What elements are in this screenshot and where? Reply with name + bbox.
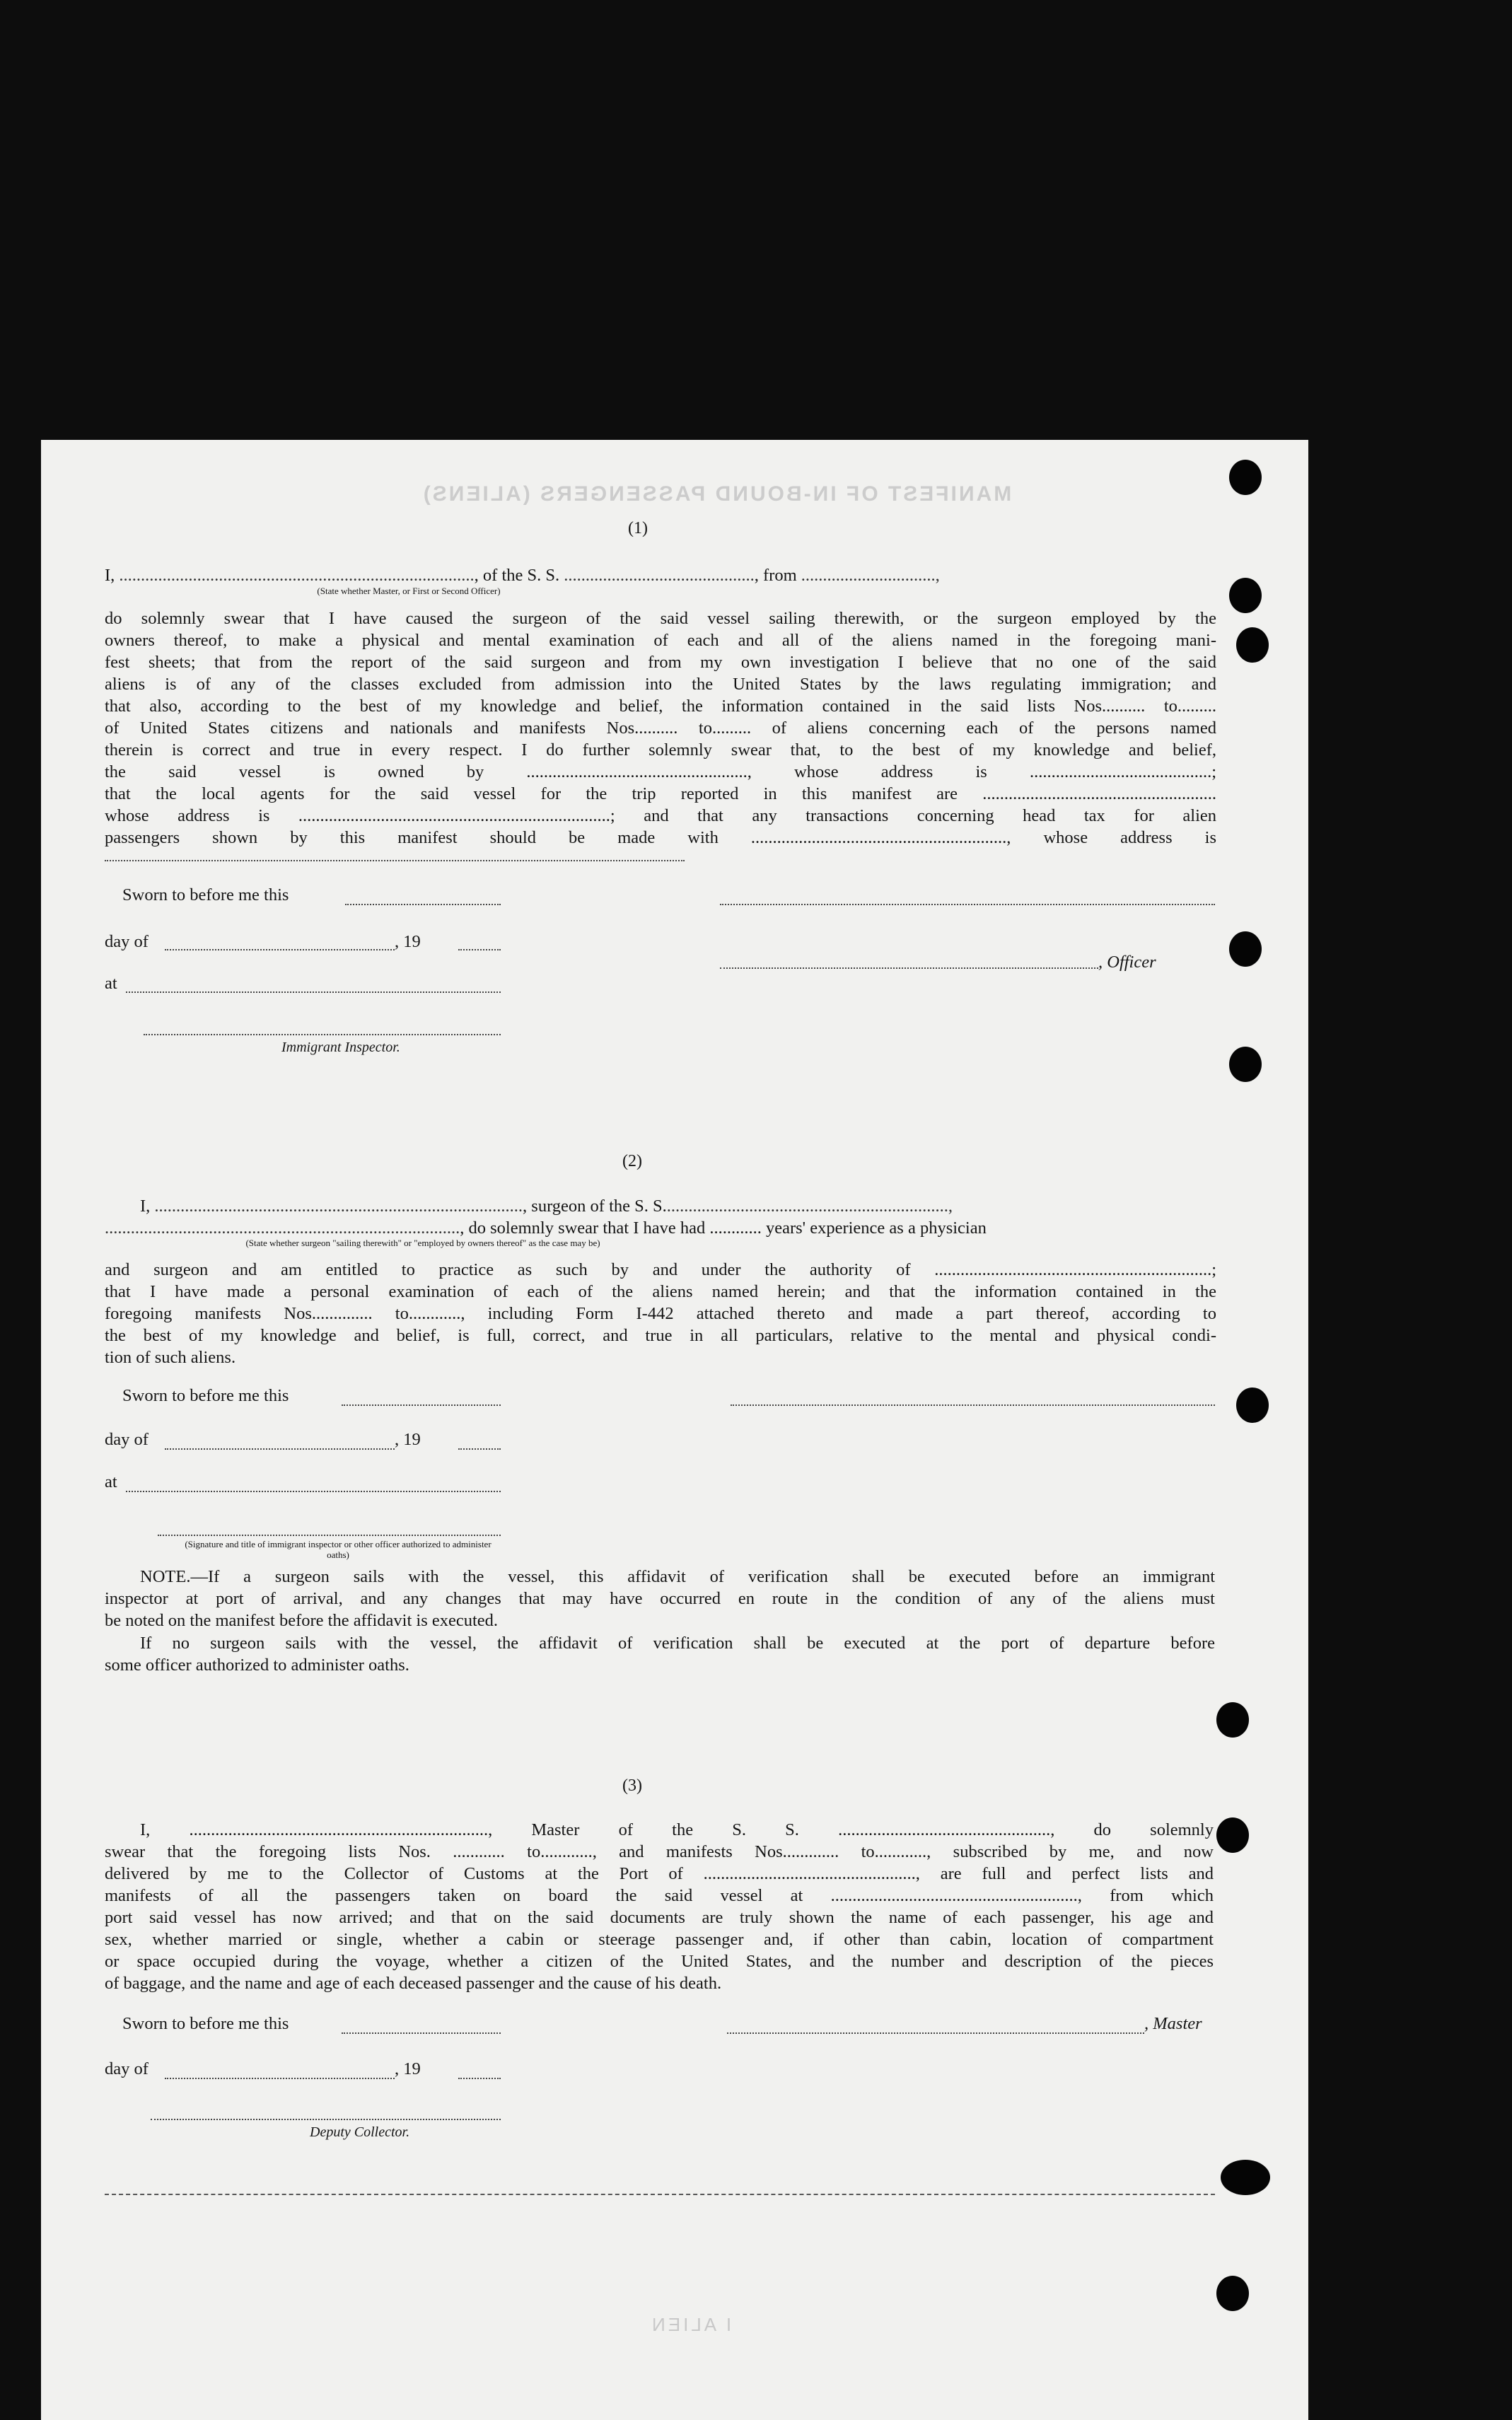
punch-hole [1221, 2160, 1270, 2195]
s1-sworn-label: Sworn to before me this [122, 885, 289, 904]
s3-line: I, ....................................................................., Master of the S. S. ................................................., do solemnly [140, 1820, 1214, 1839]
note-line: inspector at port of arrival, and any changes that may have occurred en route in the condition of any of the aliens must [105, 1589, 1215, 1608]
s3-collector-caption: Deputy Collector. [310, 2124, 410, 2140]
s2-i: I, [140, 1197, 155, 1216]
punch-hole [1216, 1702, 1249, 1738]
s3-master-line [727, 2032, 1144, 2034]
section-1-body [105, 607, 1216, 849]
section-2-first-line: I, ....................................................................................., surgeon of the S. S.................................................................., .................................................................................., do solemnly swear that I have had ............ years' experience as a physician [105, 1197, 987, 1238]
s3-line: sex, whether married or single, whether a cabin or steerage passenger and, if other than cabin, location of compartment [105, 1930, 1214, 1949]
s3-day-label: day of [105, 2059, 149, 2078]
note2-line: If no surgeon sails with the vessel, the affidavit of verification shall be executed at the port of departure before [140, 1634, 1215, 1653]
s3-line: port said vessel has now arrived; and that on the said documents are truly shown the name of each passenger, his age and [105, 1908, 1214, 1927]
s3-line: of baggage, and the name and age of each deceased passenger and the cause of his death. [105, 1974, 722, 1993]
s3-line: swear that the foregoing lists Nos. ............ to............, and manifests Nos............. to............, subscribed by me, and now [105, 1842, 1214, 1861]
s3-collector-line [151, 2119, 501, 2120]
s1-officer-line [720, 967, 1098, 969]
punch-hole [1236, 1388, 1269, 1423]
punch-hole [1229, 460, 1262, 495]
s2-sig-caption: (Signature and title of immigrant inspector or other officer authorized to administer oaths) [185, 1539, 492, 1560]
s2-line: and surgeon and am entitled to practice as such by and under the authority of ................................................................; [105, 1260, 1216, 1279]
s3-line: delivered by me to the Collector of Customs at the Port of ................................................., are full and perfect lists and [105, 1864, 1214, 1883]
section-2-note2-cont [105, 1654, 1215, 1676]
s1-i: I, [105, 566, 120, 585]
s1-year-line [458, 949, 501, 950]
s1-year-label: , 19 [395, 932, 421, 951]
s1-day-line [165, 949, 395, 950]
s2-at-label: at [105, 1472, 117, 1491]
s1-inspector-caption: Immigrant Inspector. [281, 1040, 400, 1055]
s2-sworn-line [342, 1404, 501, 1406]
s1-line: therein is correct and true in every respect. I do further solemnly swear that, to the best of my knowledge and belief, [105, 740, 1216, 760]
s1-day-label: day of [105, 932, 149, 951]
manifest-page [41, 440, 1308, 2420]
section-3-body [105, 1819, 1214, 1994]
section-1-first-line: I, .................................................................................., of the S. S. ............................................, from ..............................., [105, 566, 940, 585]
punch-hole [1216, 1817, 1249, 1853]
s3-year-line [458, 2078, 501, 2079]
s1-line: fest sheets; that from the report of the said surgeon and from my own investigation I believe that no one of the said [105, 653, 1216, 672]
s1-continuation-line [105, 860, 685, 861]
s2-caption: (State whether surgeon "sailing therewith" or "employed by owners thereof" as the case may be) [245, 1238, 600, 1248]
s1-from: , from [754, 566, 801, 585]
s2-sworn-label: Sworn to before me this [122, 1386, 289, 1405]
s2-year-label: , 19 [395, 1430, 421, 1449]
section-2-body [105, 1259, 1216, 1368]
section-3-number: (3) [622, 1776, 642, 1795]
bleed-through-footer: I ALIEN [649, 2314, 732, 2335]
s3-day-line [165, 2078, 395, 2079]
section-2-note [140, 1566, 1215, 1588]
s2-signature-line [731, 1404, 1215, 1406]
note2-line: some officer authorized to administer oaths. [105, 1656, 409, 1675]
s1-line: that also, according to the best of my knowledge and belief, the information contained in the said lists Nos.......... to......... [105, 697, 1216, 716]
s1-sworn-line [345, 904, 501, 905]
section-2-number: (2) [622, 1152, 642, 1170]
s3-line: manifests of all the passengers taken on board the said vessel at ........................................................., from which [105, 1886, 1214, 1905]
s1-line: of United States citizens and nationals and manifests Nos.......... to......... of aliens concerning each of the persons named [105, 719, 1216, 738]
s1-caption: (State whether Master, or First or Second Officer) [317, 586, 501, 596]
section-2-note-cont [105, 1588, 1215, 1631]
punch-hole [1229, 578, 1262, 613]
s1-officer-signature-line [720, 904, 1215, 905]
s1-ss: , of the S. S. [474, 566, 564, 585]
s1-line: owners thereof, to make a physical and mental examination of each and all of the aliens named in the foregoing mani- [105, 631, 1216, 650]
s3-year-label: , 19 [395, 2059, 421, 2078]
s2-year-line [458, 1448, 501, 1450]
punch-hole [1236, 627, 1269, 663]
bottom-rule [105, 2194, 1215, 2195]
punch-hole [1229, 1047, 1262, 1082]
s1-line: aliens is of any of the classes excluded from admission into the United States by the laws regulating immigration; and [105, 675, 1216, 694]
s2-line: the best of my knowledge and belief, is full, correct, and true in all particulars, relative to the mental and physical condi- [105, 1326, 1216, 1345]
punch-hole [1229, 931, 1262, 967]
s3-master-label: , Master [1144, 2014, 1202, 2033]
section-1-number: (1) [628, 519, 648, 537]
s1-line: whose address is ........................................................................; and that any transactions concerning head tax for alien [105, 806, 1216, 825]
s3-sworn-label: Sworn to before me this [122, 2014, 289, 2033]
s2-line: that I have made a personal examination of each of the aliens named herein; and that the information contained in the [105, 1282, 1216, 1301]
s2-line: foregoing manifests Nos.............. to............, including Form I-442 attached thereto and made a part thereof, according to [105, 1304, 1216, 1323]
punch-hole [1216, 2276, 1249, 2311]
s3-line: or space occupied during the voyage, whether a citizen of the United States, and the number and description of the pieces [105, 1952, 1214, 1971]
s1-at-line [126, 991, 501, 993]
section-2-note2 [140, 1632, 1215, 1654]
s1-line: passengers shown by this manifest should be made with ..........................................................., whose address is [105, 828, 1216, 847]
s2-line: tion of such aliens. [105, 1348, 236, 1367]
s2-line2: , do solemnly swear that I have had ............ years' experience as a physician [460, 1218, 987, 1238]
s1-line: that the local agents for the said vessel for the trip reported in this manifest are ...................................................... [105, 784, 1216, 803]
s1-at-label: at [105, 974, 117, 993]
s1-line: do solemnly swear that I have caused the surgeon of the said vessel sailing therewith, or the surgeon employed by the [105, 609, 1216, 628]
note-line: be noted on the manifest before the affidavit is executed. [105, 1611, 499, 1630]
bleed-through-header: MANIFEST OF IN-BOUND PASSENGERS (ALIENS) [421, 482, 1012, 506]
s2-day-label: day of [105, 1430, 149, 1449]
s2-at-line [126, 1491, 501, 1492]
s2-surgeon: , surgeon of the S. S. [523, 1197, 667, 1216]
s1-officer-label: , Officer [1098, 953, 1156, 972]
s2-inspector-line [158, 1535, 501, 1536]
s1-inspector-line [144, 1034, 501, 1035]
note-line: NOTE.—If a surgeon sails with the vessel, this affidavit of verification shall be executed before an immigrant [140, 1567, 1215, 1586]
s3-sworn-line [342, 2032, 501, 2034]
s1-line: the said vessel is owned by ..................................................., whose address is ..........................................; [105, 762, 1216, 781]
s2-day-line [165, 1448, 395, 1450]
